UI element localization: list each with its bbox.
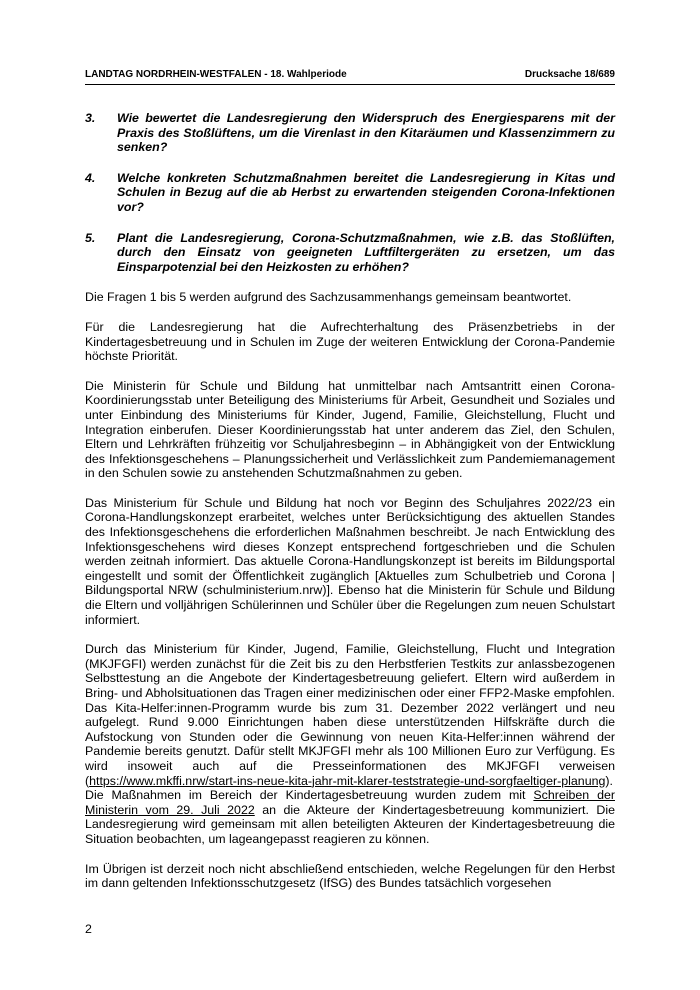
document-body <box>85 111 615 906</box>
question-number: 5. <box>85 230 96 245</box>
question-4 <box>85 171 615 215</box>
page-number: 2 <box>85 922 92 936</box>
page-header <box>85 66 615 85</box>
press-info-link[interactable]: https://www.mkffi.nrw/start-ins-neue-kita-jahr-mit-klarer-teststrategie-und-sorgfaeltiger-planung <box>89 773 606 788</box>
question-number: 4. <box>85 170 96 185</box>
paragraph-intro: Die Fragen 1 bis 5 werden aufgrund des Sachzusammenhangs gemeinsam beantwortet. <box>85 290 572 305</box>
paragraph-priority: Für die Landesregierung hat die Aufrechterhaltung des Präsenzbetriebs in der Kindertagesbetreuung und in Schulen im Zuge der weiteren Entwicklung der Corona-Pandemie höchste Priorität. <box>85 319 615 364</box>
question-3 <box>85 111 615 155</box>
paragraph-action-concept: Das Ministerium für Schule und Bildung hat noch vor Beginn des Schuljahres 2022/23 ein Corona-Handlungskonzept erarbeitet, welches unter Berücksichtigung des aktuellen Standes des Infektionsgeschehens die erforderlichen Maßnahmen beschreibt. Je nach Entwicklung des Infektionsgeschehens wird dieses Konzept entsprechend fortgeschrieben und die Schulen werden zeitnah informiert. Das aktuelle Corona-Handlungskonzept ist bereits im Bildungsportal eingestellt und somit der Öffentlichkeit zugänglich [Aktuelles zum Schulbetrieb und Corona | Bildungsportal NRW (schulministerium.nrw)]. Ebenso hat die Ministerin für Schule und Bildung die Eltern und volljährigen Schülerinnen und Schüler über die Regelungen zum neuen Schulstart informiert. <box>85 495 615 627</box>
question-5 <box>85 231 615 275</box>
minister-letter-link[interactable]: Schreiben der Ministerin vom 29. Juli 2022 <box>85 788 615 817</box>
question-text: Welche konkreten Schutzmaßnahmen bereitet die Landesregierung in Kitas und Schulen in Bezug auf die ab Herbst zu erwartenden steigenden Corona-Infektionen vor? <box>117 170 615 214</box>
paragraph-ifsg: Im Übrigen ist derzeit noch nicht abschließend entschieden, welche Regelungen für den Herbst im dann geltenden Infektionsschutzgesetz (IfSG) des Bundes tatsächlich vorgesehen <box>85 861 615 891</box>
paragraph-coordination-staff: Die Ministerin für Schule und Bildung hat unmittelbar nach Amtsantritt einen Corona-Koordinierungsstab unter Beteiligung des Ministeriums für Arbeit, Gesundheit und Soziales und unter Einbindung des Ministeriums für Kinder, Jugend, Familie, Gleichstellung, Flucht und Integration einberufen. Dieser Koordinierungsstab hat unter anderem das Ziel, den Schulen, Eltern und Lehrkräften frühzeitig vor Schuljahresbeginn – in Abhängigkeit von der Entwicklung des Infektionsgeschehens – Planungssicherheit und Verlässlichkeit zum Pandemiemanagement in den Schulen sowie zu anstehenden Schutzmaßnahmen zu geben. <box>85 378 615 481</box>
paragraph-childcare-measures <box>85 642 615 846</box>
paragraph-text: an die Akteure der Kindertagesbetreuung kommuniziert. Die Landesregierung wird gemeinsam mit allen beteiligten Akteuren der Kindertagesbetreuung die Situation beobachten, um lageangepasst reagieren zu können. <box>85 802 616 846</box>
paragraph-text: ). Die Maßnahmen im Bereich der Kindertagesbetreuung wurden zudem mit <box>85 773 613 803</box>
paragraph-text: Durch das Ministerium für Kinder, Jugend, Familie, Gleichstellung, Flucht und Integration (MKJFGFI) werden zunächst für die Zeit bis zu den Herbstferien Testkits zur anlassbezogenen Selbsttestung an die Angebote der Kindertagesbetreuung geliefert. Eltern wird außerdem in Bring- und Abholsituationen das Tragen einer medizinischen oder einer FFP2-Maske empfohlen. Das Kita-Helfer:innen-Programm wurde bis zum 31. Dezember 2022 verlängert und neu aufgelegt. Rund 9.000 Einrichtungen haben diese unterstützenden Hilfskräfte durch die Aufstockung von Stunden oder die Gewinnung von neuen Kita-Helfer:innen während der Pandemie bereits genutzt. Dafür stellt MKJFGFI mehr als 100 Millionen Euro zur Verfügung. Es wird insoweit auch auf die Presseinformationen des MKJFGFI verweisen ( <box>85 642 615 788</box>
question-text: Wie bewertet die Landesregierung den Widerspruch des Energiesparens mit der Praxis des Stoßlüftens, um die Virenlast in den Kitaräumen und Klassenzimmern zu senken? <box>117 111 615 155</box>
question-number: 3. <box>85 111 96 125</box>
header-title: LANDTAG NORDRHEIN-WESTFALEN - 18. Wahlperiode <box>85 69 347 80</box>
question-text: Plant die Landesregierung, Corona-Schutzmaßnahmen, wie z.B. das Stoßlüften, durch den Einsatz von geeigneten Luftfiltergeräten zu ersetzen, um das Einsparpotenzial bei den Heizkosten zu erhöhen? <box>117 230 615 274</box>
header-document-number: Drucksache 18/689 <box>524 69 615 80</box>
